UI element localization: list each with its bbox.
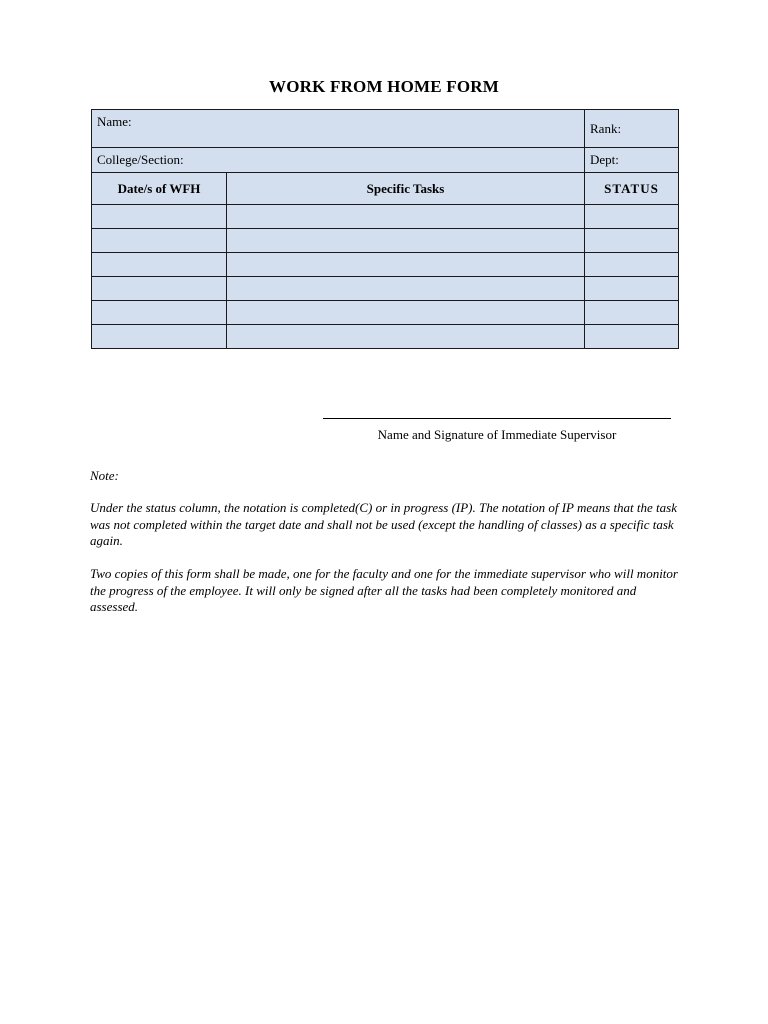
task-cell[interactable] xyxy=(227,205,585,229)
date-cell[interactable] xyxy=(92,325,227,349)
task-cell[interactable] xyxy=(227,277,585,301)
task-cell[interactable] xyxy=(227,253,585,277)
dates-column-header: Date/s of WFH xyxy=(92,173,227,205)
dept-field[interactable] xyxy=(585,148,679,173)
table-row xyxy=(92,253,679,277)
table-row xyxy=(92,229,679,253)
status-cell[interactable] xyxy=(585,325,679,349)
status-cell[interactable] xyxy=(585,205,679,229)
status-cell[interactable] xyxy=(585,229,679,253)
date-cell[interactable] xyxy=(92,277,227,301)
table-row xyxy=(92,325,679,349)
entry-rows xyxy=(92,205,679,349)
table-header-row xyxy=(92,173,679,205)
table-row xyxy=(92,277,679,301)
college-dept-row xyxy=(92,148,679,173)
name-rank-row xyxy=(92,110,679,148)
note-label: Note: xyxy=(90,468,119,483)
status-column-header: STATUS xyxy=(585,173,679,205)
wfh-form-table xyxy=(91,109,679,349)
signature-line xyxy=(323,418,671,419)
specific-tasks-column-header: Specific Tasks xyxy=(227,173,585,205)
signature-caption: Name and Signature of Immediate Supervisor xyxy=(377,427,617,442)
task-cell[interactable] xyxy=(227,325,585,349)
date-cell[interactable] xyxy=(92,301,227,325)
rank-label: Rank: xyxy=(590,120,622,136)
status-cell[interactable] xyxy=(585,301,679,325)
date-cell[interactable] xyxy=(92,253,227,277)
note-paragraph-copies: Two copies of this form shall be made, one for the faculty and one for the immediate supervisor who will monitor the progress of the employee. It will only be signed after all the tasks had been completely monitored and assessed. xyxy=(90,566,678,614)
name-label: Name: xyxy=(97,114,132,129)
status-cell[interactable] xyxy=(585,277,679,301)
college-section-field[interactable] xyxy=(92,148,585,173)
task-cell[interactable] xyxy=(227,301,585,325)
task-cell[interactable] xyxy=(227,229,585,253)
status-cell[interactable] xyxy=(585,253,679,277)
date-cell[interactable] xyxy=(92,205,227,229)
table-row xyxy=(92,205,679,229)
college-section-label: College/Section: xyxy=(97,152,184,167)
name-field[interactable] xyxy=(92,110,585,148)
note-paragraph-status: Under the status column, the notation is completed(C) or in progress (IP). The notation of IP means that the task was not completed within the target date and shall not be used (except the handling of classes) as a specific task again. xyxy=(90,500,677,548)
date-cell[interactable] xyxy=(92,229,227,253)
rank-field[interactable] xyxy=(585,110,679,148)
dept-label: Dept: xyxy=(590,152,619,167)
table-row xyxy=(92,301,679,325)
form-title: WORK FROM HOME FORM xyxy=(269,77,499,96)
